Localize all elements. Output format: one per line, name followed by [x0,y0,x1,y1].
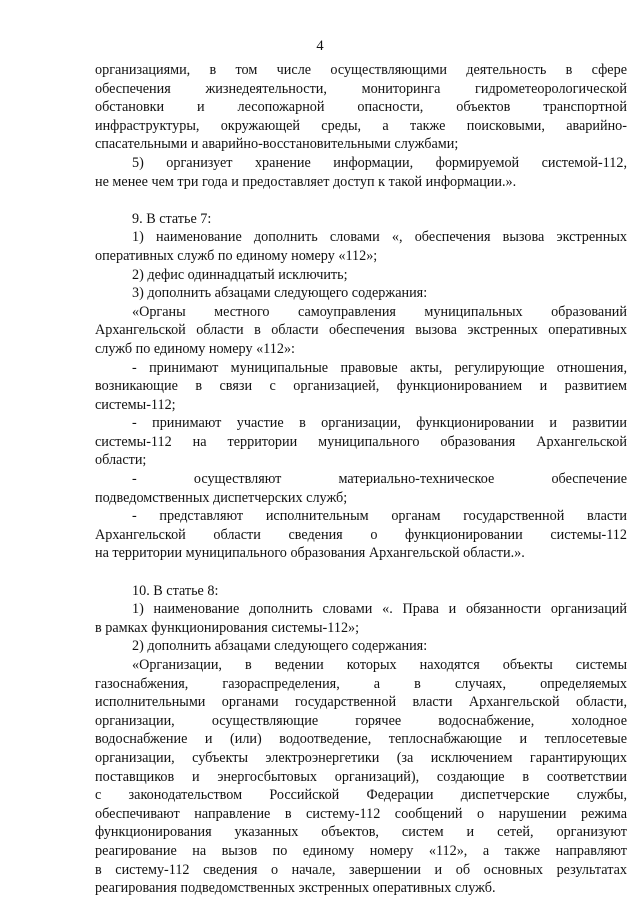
text-line: 1) наименование дополнить словами «. Права и обязанности организаций [132,601,627,618]
page-number: 4 [316,38,324,54]
text-line: в рамках функционирования системы-112»; [95,619,360,636]
text-line: 2) дефис одиннадцатый исключить; [132,266,348,283]
text-line: «Организации, в ведении которых находятся объекты системы [132,657,627,673]
text-line: обеспечения жизнедеятельности, мониторинга гидрометеорологической [95,80,627,97]
text-line: исполнительными органами государственной власти Архангельской области, [95,694,627,711]
text-line: поставщиков и энергосбытовых организаций), создающие в соответствии [95,768,627,785]
text-line: 10. В статье 8: [132,582,219,599]
text-line: Архангельской области сведения о функционировании системы-112 [95,526,627,543]
text-line: организации, осуществляющие горячее водоснабжение, холодное [95,712,627,729]
text-line: 3) дополнить абзацами следующего содержания: [132,285,428,302]
text-line: - представляют исполнительным органам государственной власти [132,508,627,525]
text-line: подведомственных диспетчерских служб; [95,489,348,506]
text-line: на территории муниципального образования Архангельской области.». [95,545,525,562]
text-line: 9. В статье 7: [132,210,212,227]
text-line: реагирование на вызов по единому номеру «112», а также направляют [95,842,627,859]
text-line: 5) организует хранение информации, формируемой системой-112, [132,154,627,171]
text-line: «Органы местного самоуправления муниципальных образований [132,303,627,320]
text-line: - принимают участие в организации, функционировании и развитии [132,415,627,432]
text-line: - принимают муниципальные правовые акты, регулирующие отношения, [132,359,627,376]
text-line: газоснабжения, газораспределения, а в случаях, определяемых [95,675,627,692]
text-line: - осуществляют материально-техническое обеспечение [132,471,627,488]
text-line: инфраструктуры, окружающей среды, а также поисковыми, аварийно- [95,117,627,134]
text-line: 2) дополнить абзацами следующего содержания: [132,638,428,655]
paragraph-gap [95,563,627,582]
text-line: организации, субъекты электроэнергетики (за исключением гарантирующих [95,749,627,766]
text-line: спасательными и аварийно-восстановительными службами; [95,136,459,153]
text-line: системы-112 на территории муниципального образования Архангельской [95,433,627,450]
text-line: организациями, в том числе осуществляющими деятельность в сфере [95,62,627,78]
text-line: реагирования подведомственных экстренных оперативных служб. [95,880,496,897]
text-line: системы-112; [95,396,176,413]
text-line: области; [95,452,147,469]
document-body [95,61,627,898]
text-line: служб по единому номеру «112»: [95,340,295,357]
text-line: не менее чем три года и предоставляет доступ к такой информации.». [95,173,517,190]
text-line: с законодательством Российской Федерации диспетчерские службы, [95,787,627,804]
text-line: обеспечивают направление в систему-112 сообщений о нарушении режима [95,805,627,822]
text-line: функционирования указанных объектов, систем и сетей, организуют [95,824,627,841]
text-line: водоснабжение и (или) водоотведение, теплоснабжающие и теплосетевые [95,731,627,748]
text-line: обстановки и лесопожарной опасности, объектов транспортной [95,99,627,116]
text-line: оперативных служб по единому номеру «112»; [95,247,378,264]
text-line: Архангельской области в области обеспечения вызова экстренных оперативных [95,322,627,339]
text-line: 1) наименование дополнить словами «, обеспечения вызова экстренных [132,229,627,246]
paragraph-gap [95,191,627,210]
text-line: в систему-112 сведения о начале, завершении и об основных результатах [95,861,627,878]
text-line: возникающие в связи с организацией, функционированием и развитием [95,378,627,395]
